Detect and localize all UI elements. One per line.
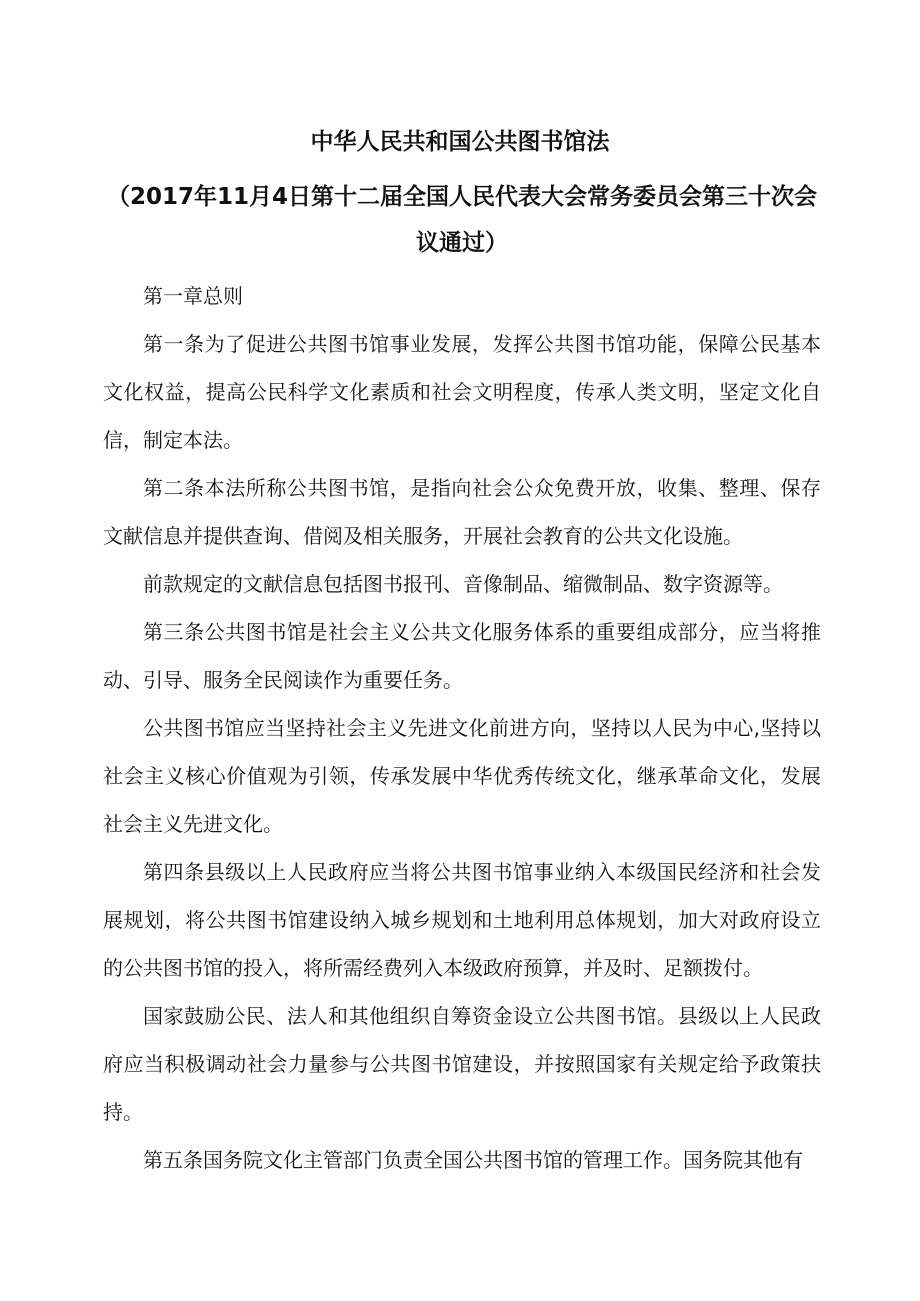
- body-paragraph: 第四条县级以上人民政府应当将公共图书馆事业纳入本级国民经济和社会发展规划，将公共图书馆建设纳入城乡规划和土地利用总体规划，加大对政府设立的公共图书馆的投入，将所需经费列入本级政府预算，并及时、足额拨付。: [103, 860, 821, 980]
- document-subtitle: （2017年11月4日第十二届全国人民代表大会常务委员会第三十次会议通过）: [106, 184, 818, 256]
- body-paragraph: 第三条公共图书馆是社会主义公共文化服务体系的重要组成部分，应当将推动、引导、服务全民阅读作为重要任务。: [103, 620, 821, 692]
- body-paragraph: 第五条国务院文化主管部门负责全国公共图书馆的管理工作。国务院其他有: [143, 1148, 803, 1172]
- body-paragraph: 国家鼓励公民、法人和其他组织自筹资金设立公共图书馆。县级以上人民政府应当积极调动社会力量参与公共图书馆建设，并按照国家有关规定给予政策扶持。: [103, 1004, 821, 1124]
- document-title: 中华人民共和国公共图书馆法: [310, 129, 610, 155]
- chapter-heading: 第一章总则: [143, 284, 243, 308]
- body-paragraph: 前款规定的文献信息包括图书报刊、音像制品、缩微制品、数字资源等。: [143, 572, 783, 596]
- body-paragraph: 第二条本法所称公共图书馆，是指向社会公众免费开放，收集、整理、保存文献信息并提供查询、借阅及相关服务，开展社会教育的公共文化设施。: [103, 476, 821, 548]
- document-body: [103, 272, 821, 1184]
- body-paragraph: 第一条为了促进公共图书馆事业发展，发挥公共图书馆功能，保障公民基本文化权益，提高公民科学文化素质和社会文明程度，传承人类文明，坚定文化自信，制定本法。: [103, 332, 821, 452]
- body-paragraph: 公共图书馆应当坚持社会主义先进文化前进方向，坚持以人民为中心,坚持以社会主义核心价值观为引领，传承发展中华优秀传统文化，继承革命文化，发展社会主义先进文化。: [103, 716, 821, 836]
